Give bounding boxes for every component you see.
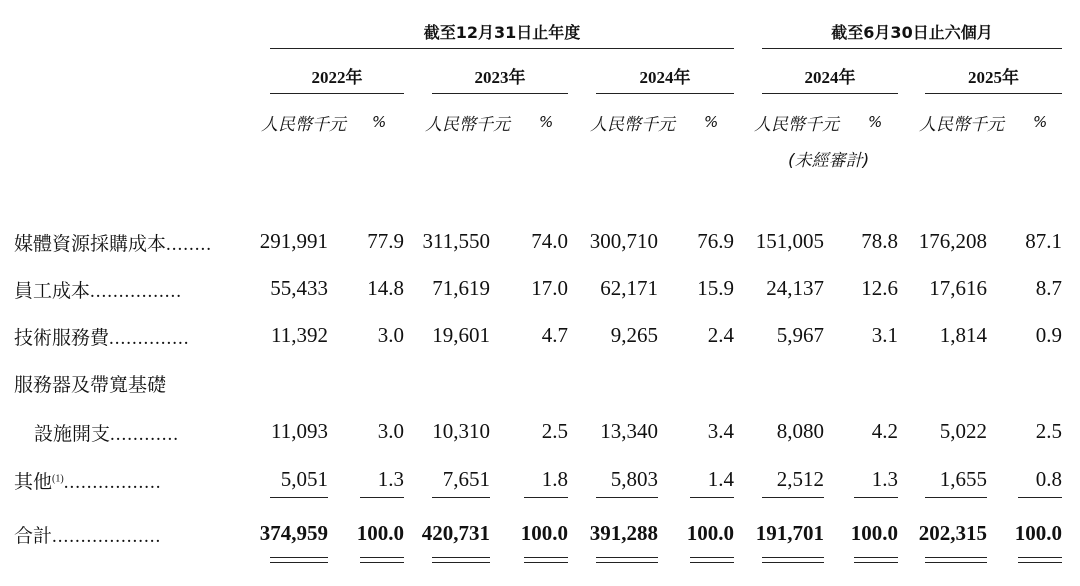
- leader-dots: .................: [63, 472, 162, 493]
- amount-cell: 5,022: [939, 419, 987, 443]
- unit-rmb: 人民幣千元: [919, 115, 1004, 135]
- total-double-rule: [854, 562, 898, 563]
- percent-cell: 4.2: [871, 419, 898, 443]
- amount-cell: 71,619: [432, 276, 490, 300]
- year-header: 2022年: [311, 68, 363, 87]
- subtotal-rule: [524, 497, 568, 498]
- total-amount-cell: 191,701: [755, 521, 824, 545]
- percent-cell: 14.8: [367, 276, 404, 300]
- total-double-rule: [1018, 557, 1062, 558]
- amount-cell: 9,265: [610, 323, 658, 347]
- subtotal-rule: [1018, 497, 1062, 498]
- percent-cell: 17.0: [531, 276, 568, 300]
- percent-cell: 3.0: [377, 419, 404, 443]
- percent-cell: 1.4: [707, 467, 734, 491]
- amount-cell: 10,310: [432, 419, 490, 443]
- percent-cell: 2.4: [707, 323, 734, 347]
- percent-cell: 1.3: [377, 467, 404, 491]
- unit-pct: %: [539, 113, 554, 131]
- subtotal-rule: [925, 497, 987, 498]
- row-label-media-cost: [14, 229, 212, 256]
- total-double-rule: [690, 557, 734, 558]
- subtotal-rule: [690, 497, 734, 498]
- year-header: 2023年: [474, 68, 526, 87]
- row-label-text: 合計: [14, 525, 53, 547]
- amount-cell: 7,651: [442, 467, 490, 491]
- percent-cell: 0.9: [1035, 323, 1062, 347]
- unit-rmb: 人民幣千元: [590, 115, 675, 135]
- subtotal-rule: [854, 497, 898, 498]
- percent-cell: 2.5: [1035, 419, 1062, 443]
- amount-cell: 300,710: [589, 229, 658, 253]
- amount-cell: 5,803: [610, 467, 658, 491]
- row-label-other: [14, 467, 161, 494]
- subtotal-rule: [596, 497, 658, 498]
- total-double-rule: [432, 562, 490, 563]
- total-amount-cell: 420,731: [421, 521, 490, 545]
- total-double-rule: [270, 557, 328, 558]
- total-double-rule: [360, 557, 404, 558]
- amount-cell: 5,967: [776, 323, 824, 347]
- percent-cell: 1.3: [871, 467, 898, 491]
- footnote-marker: (1): [52, 473, 64, 485]
- total-amount-cell: 202,315: [918, 521, 987, 545]
- percent-cell: 77.9: [367, 229, 404, 253]
- percent-cell: 3.1: [871, 323, 898, 347]
- amount-cell: 8,080: [776, 419, 824, 443]
- amount-cell: 19,601: [432, 323, 490, 347]
- amount-cell: 24,137: [766, 276, 824, 300]
- row-label-server-line1: 服務器及帶寬基礎: [14, 374, 167, 396]
- unit-pct: %: [372, 113, 387, 131]
- year-underline: [432, 93, 568, 94]
- total-percent-cell: 100.0: [850, 521, 898, 545]
- year-header: 2025年: [968, 68, 1019, 87]
- leader-dots: ...................: [52, 526, 162, 547]
- unit-rmb: 人民幣千元: [754, 115, 839, 135]
- total-percent-cell: 100.0: [1014, 521, 1062, 545]
- percent-cell: 78.8: [861, 229, 898, 253]
- percent-cell: 76.9: [697, 229, 734, 253]
- leader-dots: ................: [90, 281, 183, 302]
- amount-cell: 11,392: [271, 323, 328, 347]
- total-double-rule: [925, 562, 987, 563]
- row-label-text: 員工成本: [14, 280, 91, 302]
- percent-cell: 8.7: [1035, 276, 1062, 300]
- amount-cell: 62,171: [600, 276, 658, 300]
- percent-cell: 87.1: [1025, 229, 1062, 253]
- amount-cell: 1,814: [939, 323, 987, 347]
- amount-cell: 291,991: [259, 229, 328, 253]
- group-underline-halfyear: [762, 48, 1062, 49]
- total-double-rule: [1018, 562, 1062, 563]
- amount-cell: 176,208: [918, 229, 987, 253]
- total-double-rule: [432, 557, 490, 558]
- percent-cell: 15.9: [697, 276, 734, 300]
- amount-cell: 1,655: [939, 467, 987, 491]
- subtotal-rule: [762, 497, 824, 498]
- leader-dots: ............: [110, 424, 180, 445]
- total-double-rule: [360, 562, 404, 563]
- group-underline-annual: [270, 48, 734, 49]
- total-double-rule: [925, 557, 987, 558]
- total-double-rule: [596, 557, 658, 558]
- total-amount-cell: 374,959: [259, 521, 328, 545]
- year-underline: [925, 93, 1062, 94]
- total-percent-cell: 100.0: [686, 521, 734, 545]
- year-underline: [270, 93, 404, 94]
- unit-pct: %: [704, 113, 719, 131]
- leader-dots: ........: [166, 234, 213, 255]
- amount-cell: 5,051: [280, 467, 328, 491]
- total-double-rule: [524, 557, 568, 558]
- group-title-annual: 截至12月31日止年度: [423, 23, 581, 42]
- row-label-text: 媒體資源採購成本: [14, 233, 167, 255]
- amount-cell: 55,433: [270, 276, 328, 300]
- subtotal-rule: [270, 497, 328, 498]
- subtotal-rule: [432, 497, 490, 498]
- unit-rmb: 人民幣千元: [425, 115, 510, 135]
- amount-cell: 13,340: [600, 419, 658, 443]
- percent-cell: 3.4: [707, 419, 734, 443]
- row-label-text: 設施開支: [34, 423, 111, 445]
- percent-cell: 1.8: [541, 467, 568, 491]
- percent-cell: 3.0: [377, 323, 404, 347]
- amount-cell: 17,616: [929, 276, 987, 300]
- amount-cell: 11,093: [271, 419, 328, 443]
- year-underline: [596, 93, 734, 94]
- percent-cell: 12.6: [861, 276, 898, 300]
- percent-cell: 4.7: [541, 323, 568, 347]
- year-underline: [762, 93, 898, 94]
- amount-cell: 311,550: [422, 229, 490, 253]
- total-double-rule: [690, 562, 734, 563]
- year-header: 2024年: [639, 68, 691, 87]
- total-amount-cell: 391,288: [589, 521, 658, 545]
- row-label-tech-fee: [14, 323, 190, 350]
- unit-pct: %: [868, 113, 883, 131]
- total-percent-cell: 100.0: [356, 521, 404, 545]
- total-double-rule: [762, 557, 824, 558]
- amount-cell: 151,005: [755, 229, 824, 253]
- row-label-staff-cost: [14, 276, 182, 303]
- total-double-rule: [524, 562, 568, 563]
- amount-cell: 2,512: [776, 467, 824, 491]
- group-title-halfyear: 截至6月30日止六個月: [831, 23, 993, 42]
- row-label-server-line2: [34, 419, 179, 446]
- total-double-rule: [854, 557, 898, 558]
- total-double-rule: [596, 562, 658, 563]
- unit-pct: %: [1033, 113, 1048, 131]
- subtotal-rule: [360, 497, 404, 498]
- row-label-text: 其他: [14, 471, 53, 493]
- percent-cell: 74.0: [531, 229, 568, 253]
- total-double-rule: [270, 562, 328, 563]
- total-percent-cell: 100.0: [520, 521, 568, 545]
- total-double-rule: [762, 562, 824, 563]
- row-label-text: 技術服務費: [14, 327, 110, 349]
- percent-cell: 0.8: [1035, 467, 1062, 491]
- unit-rmb: 人民幣千元: [261, 115, 346, 135]
- year-header: 2024年: [804, 68, 856, 87]
- leader-dots: ..............: [109, 328, 190, 349]
- row-label-total: [14, 521, 161, 548]
- percent-cell: 2.5: [541, 419, 568, 443]
- unaudited-note: (未經審計): [788, 151, 870, 171]
